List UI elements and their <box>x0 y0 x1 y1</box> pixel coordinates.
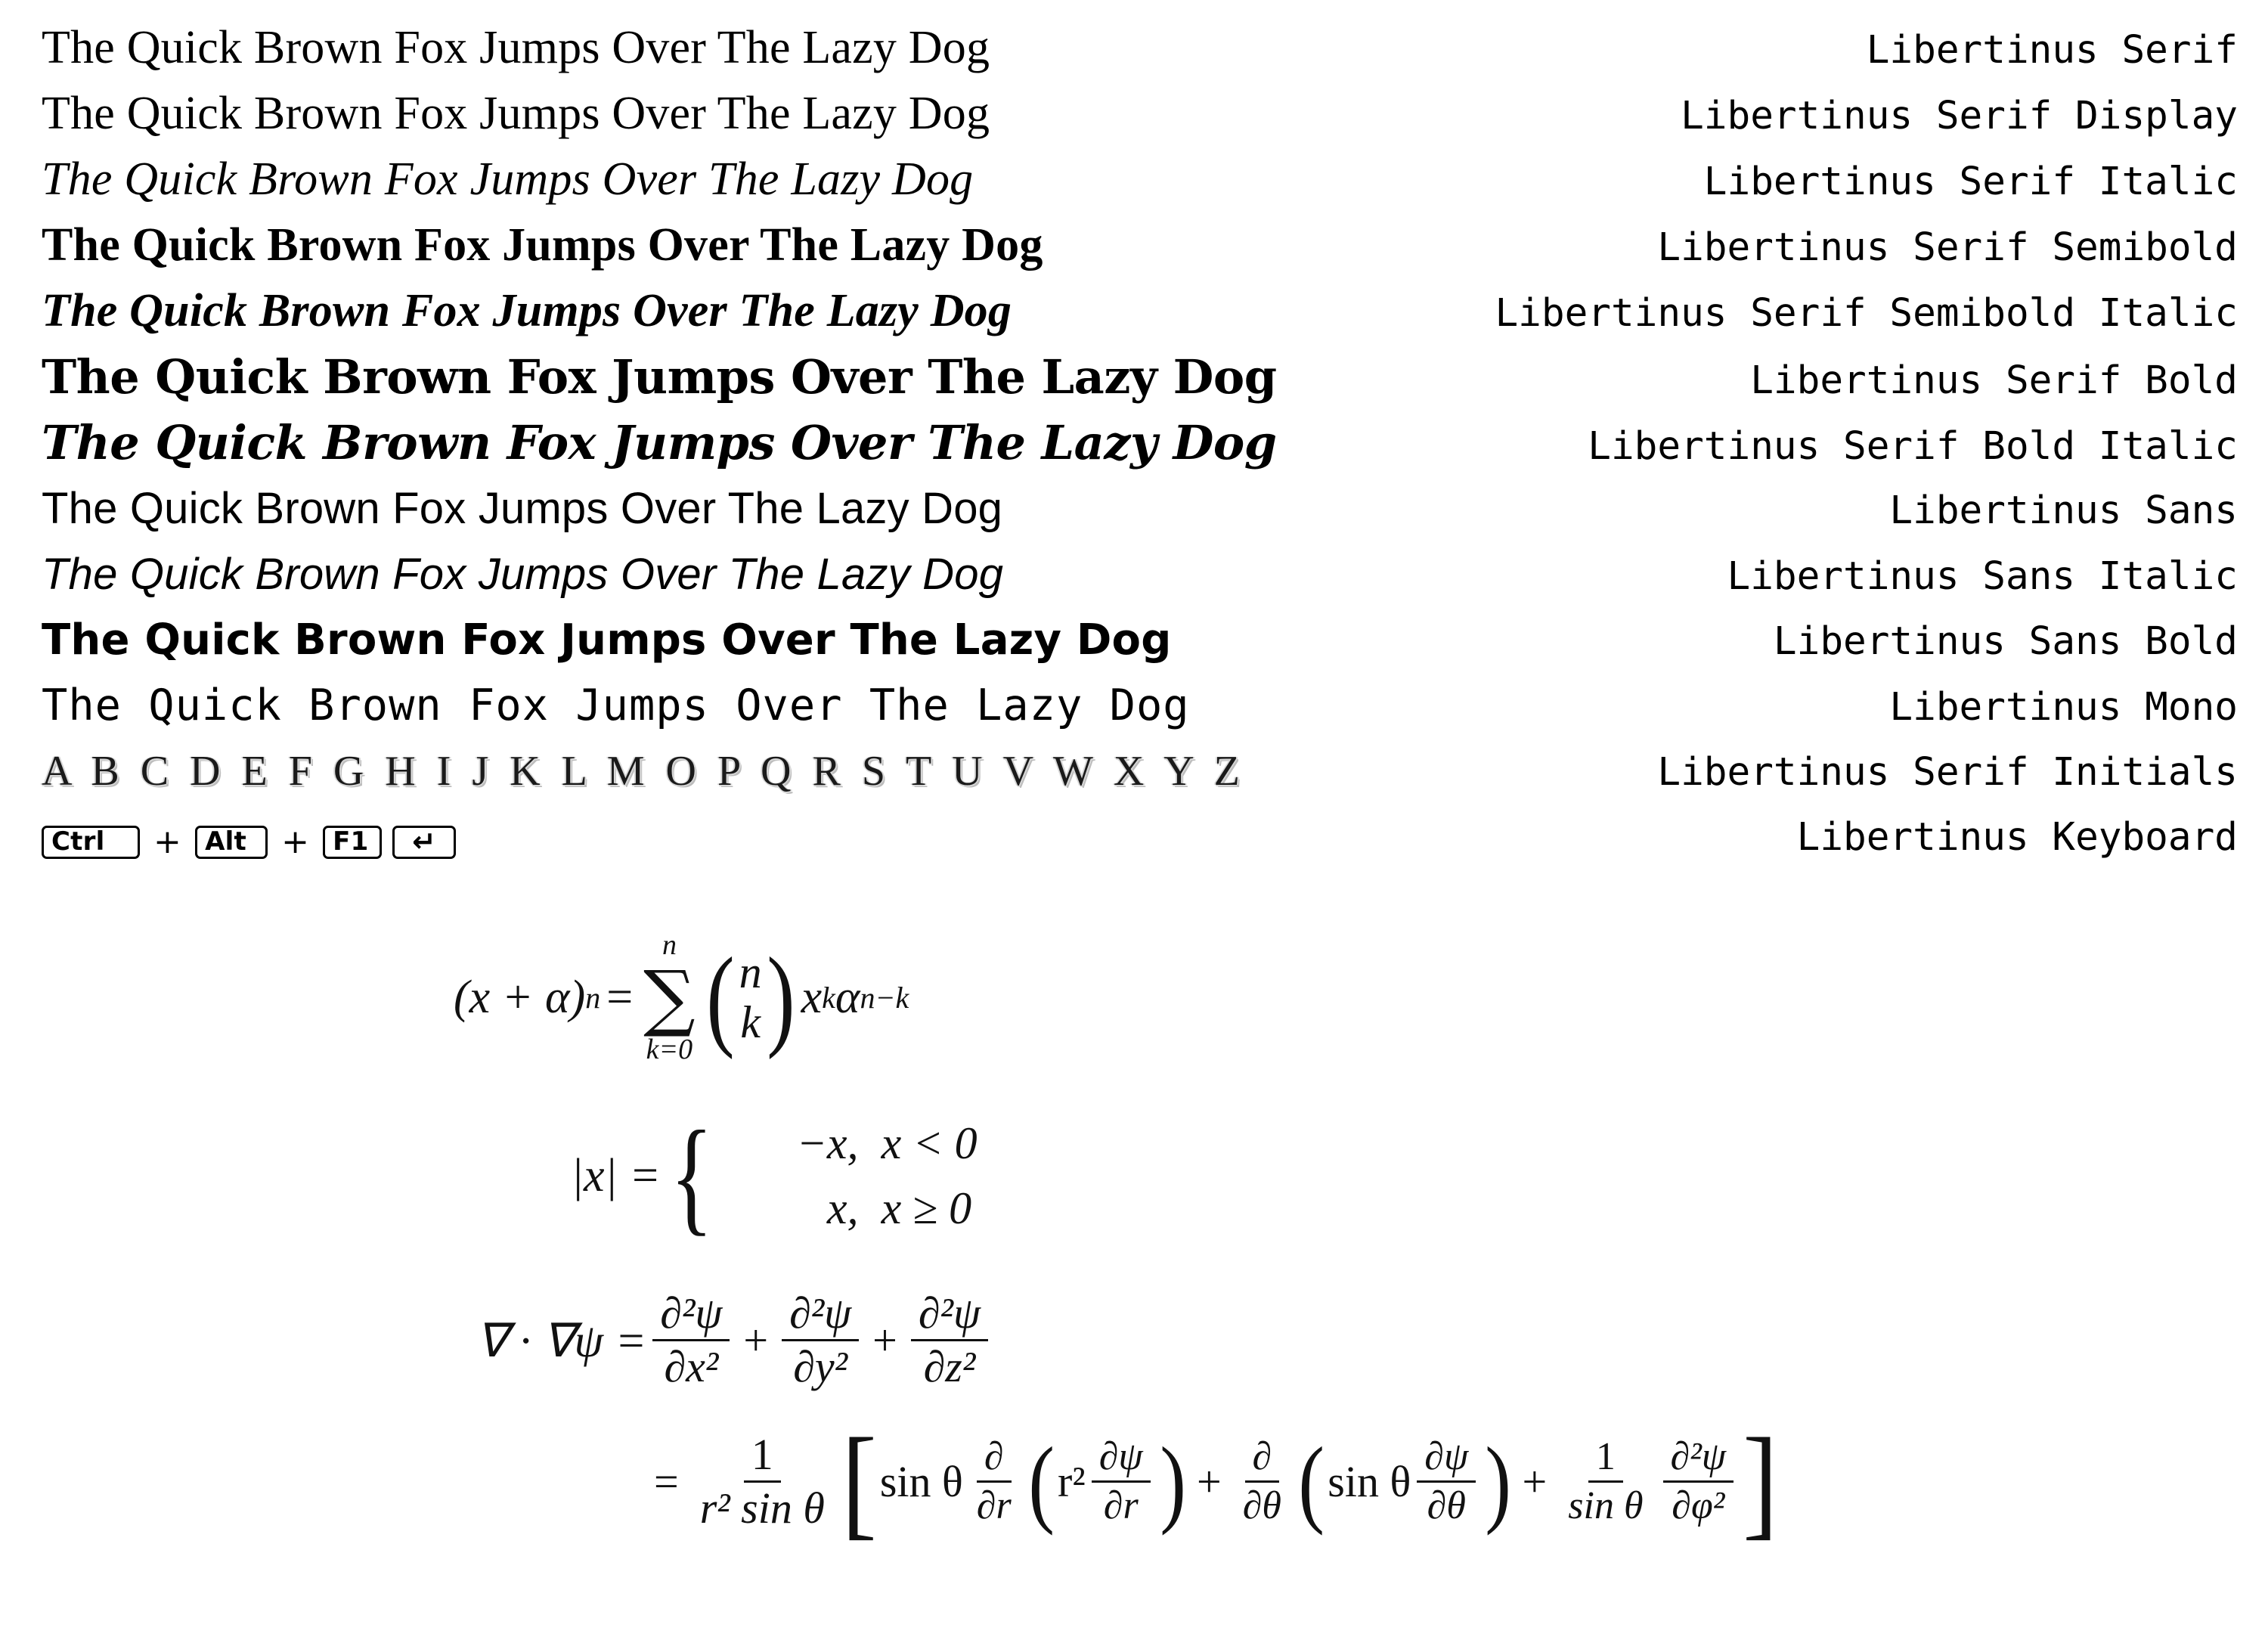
specimen-row <box>42 607 2238 673</box>
fraction-denominator: sin θ <box>1568 1484 1644 1527</box>
equation-1-tail2-exponent: n−k <box>860 980 909 1015</box>
fraction-numerator: ∂ψ <box>1092 1434 1151 1483</box>
specimen-row <box>42 344 2238 410</box>
equation-1-lhs: (x + α) <box>454 971 586 1023</box>
key-separator: + <box>281 823 310 861</box>
fraction-numerator: 1 <box>1588 1434 1623 1483</box>
specimen-sample: The Quick Brown Fox Jumps Over The Lazy Dog <box>42 219 1043 271</box>
specimen-sample: The Quick Brown Fox Jumps Over The Lazy Dog <box>42 615 1172 665</box>
specimen-row <box>42 278 2238 344</box>
fraction-denominator: ∂z² <box>923 1342 976 1391</box>
case-2-condition: x ≥ 0 <box>881 1183 972 1233</box>
prefactor-fraction <box>692 1429 832 1534</box>
specimen-font-name: Libertinus Serif Display <box>1681 94 2238 138</box>
term-1-inner-fraction <box>1092 1434 1151 1530</box>
equation-laplacian-spherical <box>42 1412 2238 1551</box>
equation-binomial <box>42 929 2238 1065</box>
specimen-font-name: Libertinus Sans Bold <box>1773 619 2238 664</box>
paren-left-icon: ( <box>1298 1427 1325 1536</box>
term-1-function: sin θ <box>879 1457 963 1506</box>
fraction-denominator: ∂r <box>976 1484 1012 1527</box>
equation-1-lhs-exponent: n <box>585 980 601 1015</box>
term-2-function: sin θ <box>1328 1457 1411 1506</box>
specimen-row <box>42 673 2238 739</box>
summation-operator <box>643 929 696 1065</box>
key-ctrl: Ctrl <box>42 826 140 859</box>
specimen-font-name: Libertinus Serif <box>1866 28 2238 73</box>
equation-3-lhs: ∇ · ∇ψ = <box>476 1315 647 1367</box>
plus-operator: + <box>1522 1457 1548 1506</box>
specimen-row <box>42 212 2238 278</box>
fraction-numerator: ∂²ψ <box>1663 1434 1734 1483</box>
key-separator: + <box>153 823 182 861</box>
paren-right-icon: ) <box>766 935 795 1060</box>
equation-1-tail2-base: α <box>835 971 860 1023</box>
fraction-denominator: ∂θ <box>1427 1484 1466 1527</box>
specimen-sample: The Quick Brown Fox Jumps Over The Lazy Dog <box>42 153 974 205</box>
fraction-denominator: ∂θ <box>1242 1484 1281 1527</box>
fraction-numerator: ∂ψ <box>1417 1434 1476 1483</box>
plus-operator: + <box>872 1316 897 1365</box>
fraction-denominator: ∂y² <box>793 1342 848 1391</box>
fraction-numerator: 1 <box>744 1429 781 1483</box>
plus-operator: + <box>1197 1457 1222 1506</box>
fraction-numerator: ∂ <box>1245 1434 1280 1483</box>
key-return-icon: ↵ <box>392 826 456 859</box>
specimen-sample: The Quick Brown Fox Jumps Over The Lazy Dog <box>42 484 1003 533</box>
equation-1-tail-exponent: k <box>822 980 835 1015</box>
specimen-row-initials <box>42 739 2238 804</box>
fraction-numerator: ∂ <box>977 1434 1012 1483</box>
fraction-term <box>652 1288 730 1393</box>
term-2-inner-fraction <box>1417 1434 1476 1530</box>
sum-upper-limit: n <box>662 929 677 961</box>
specimen-row <box>42 541 2238 607</box>
paren-right-icon: ) <box>1485 1427 1512 1536</box>
paren-right-icon: ) <box>1160 1427 1186 1536</box>
fraction-term <box>911 1288 988 1393</box>
fraction-denominator: ∂r <box>1103 1484 1139 1527</box>
math-sample-block <box>42 929 2238 1551</box>
specimen-sample: The Quick Brown Fox Jumps Over The Lazy Dog <box>42 415 1277 470</box>
equation-2-lhs: |x| = <box>571 1149 661 1201</box>
specimen-font-name: Libertinus Serif Bold Italic <box>1588 424 2238 469</box>
term-2-fraction <box>1235 1434 1289 1530</box>
equation-absolute-value <box>42 1105 2238 1247</box>
specimen-row <box>42 15 2238 81</box>
paren-left-icon: ( <box>705 935 735 1060</box>
fraction-denominator: ∂φ² <box>1672 1484 1725 1527</box>
specimen-sample-initials: A B C D E F G H I J K L M O P Q R S T U V W X Y Z <box>42 748 1245 795</box>
specimen-font-name: Libertinus Sans Italic <box>1727 554 2238 599</box>
specimen-font-name: Libertinus Mono <box>1889 685 2238 730</box>
fraction-numerator: ∂²ψ <box>652 1288 730 1341</box>
term-1-inner-coefficient: r² <box>1058 1457 1086 1506</box>
specimen-font-name: Libertinus Serif Semibold <box>1657 225 2238 270</box>
binomial-coefficient <box>702 935 800 1060</box>
bracket-right-icon: ] <box>1743 1412 1778 1551</box>
specimen-sample: The Quick Brown Fox Jumps Over The Lazy Dog <box>42 88 990 139</box>
equation-laplacian-cartesian <box>42 1288 2238 1393</box>
fraction-term <box>782 1288 859 1393</box>
specimen-sample: The Quick Brown Fox Jumps Over The Lazy Dog <box>42 349 1277 405</box>
specimen-sample-keyboard <box>42 823 456 861</box>
equation-4-equals: = <box>654 1457 679 1506</box>
specimen-row <box>42 476 2238 541</box>
cases-group <box>661 1105 978 1247</box>
equation-1-tail-base: x <box>801 971 823 1023</box>
fraction-numerator: ∂²ψ <box>782 1288 859 1341</box>
sum-lower-limit: k=0 <box>646 1034 693 1065</box>
binom-top: n <box>739 947 762 997</box>
case-row <box>715 1111 978 1176</box>
specimen-row-keyboard <box>42 804 2238 870</box>
case-2-value: x, <box>826 1183 859 1233</box>
fraction-denominator: r² sin θ <box>699 1483 825 1533</box>
plus-operator: + <box>743 1316 769 1365</box>
specimen-row <box>42 81 2238 147</box>
specimen-row <box>42 410 2238 476</box>
fraction-numerator: ∂²ψ <box>911 1288 988 1341</box>
bracket-left-icon: [ <box>841 1412 877 1551</box>
specimen-font-name: Libertinus Serif Semibold Italic <box>1495 291 2238 336</box>
case-1-value: −x, <box>796 1118 859 1168</box>
binom-bottom: k <box>740 997 761 1047</box>
specimen-font-name: Libertinus Sans <box>1889 488 2238 533</box>
specimen-list <box>42 15 2238 870</box>
specimen-sample: The Quick Brown Fox Jumps Over The Lazy Dog <box>42 680 1190 730</box>
case-1-condition: x < 0 <box>881 1118 978 1168</box>
term-3-inner-fraction <box>1663 1434 1734 1530</box>
specimen-row <box>42 147 2238 212</box>
fraction-denominator: ∂x² <box>664 1342 719 1391</box>
sigma-icon: ∑ <box>643 955 696 1040</box>
key-f1: F1 <box>323 826 382 859</box>
specimen-font-name: Libertinus Keyboard <box>1796 815 2238 860</box>
specimen-sample: The Quick Brown Fox Jumps Over The Lazy Dog <box>42 285 1012 336</box>
specimen-font-name: Libertinus Serif Initials <box>1657 750 2238 795</box>
specimen-sample: The Quick Brown Fox Jumps Over The Lazy Dog <box>42 550 1004 599</box>
term-1-fraction <box>969 1434 1019 1530</box>
specimen-font-name: Libertinus Serif Italic <box>1703 160 2238 204</box>
case-row <box>715 1176 978 1241</box>
key-alt: Alt <box>195 826 268 859</box>
brace-left-icon: { <box>670 1105 714 1247</box>
specimen-sample: The Quick Brown Fox Jumps Over The Lazy Dog <box>42 22 990 73</box>
paren-left-icon: ( <box>1028 1427 1055 1536</box>
equation-1-equals: = <box>606 971 634 1023</box>
specimen-font-name: Libertinus Serif Bold <box>1750 358 2238 403</box>
term-3-fraction <box>1560 1434 1650 1530</box>
